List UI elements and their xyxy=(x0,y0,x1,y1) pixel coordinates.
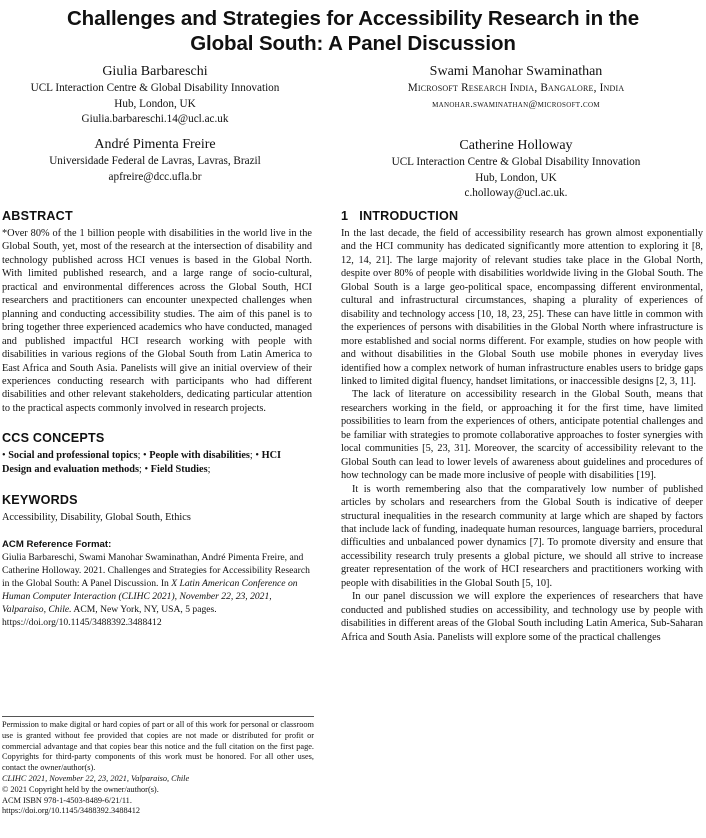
author-affiliation: Microsoft Research India, Bangalore, India xyxy=(407,82,625,94)
author-affiliation: UCL Interaction Centre & Global Disability Innovation xyxy=(30,82,280,94)
author-block-2 xyxy=(332,63,700,112)
ccs-concept-2: People with disabilities xyxy=(149,450,250,462)
ccs-separator: ; xyxy=(139,463,142,475)
author-block-1 xyxy=(0,63,310,128)
reference-venue: X Latin American Conference on Human Computer Interaction (CLIHC 2021), November 22, 23, 2021, Valparaiso, Chile. xyxy=(2,578,298,616)
author-block-4 xyxy=(332,137,700,202)
reference-pre: Giulia Barbareschi, Swami Manohar Swaminathan, André Pimenta Freire, and Catherine Holloway. 2021. Challenges and Strategies for Accessibility Research in the Global South: A Panel Discussion. In xyxy=(2,551,310,590)
keywords-heading: KEYWORDS xyxy=(2,492,78,507)
title-line-1: Challenges and Strategies for Accessibility Research in the xyxy=(66,7,640,30)
intro-paragraph-4: In our panel discussion we will explore the experiences of researchers that have conducted and published studies on accessibility, and technology use by people with disabilities in different areas of the Global South including Latin America, Sub-Saharan Africa and South Asia. Panelists will explore some of the practical challenges xyxy=(341,591,703,643)
introduction-heading: 1 INTRODUCTION xyxy=(341,209,459,223)
permission-doi[interactable]: https://doi.org/10.1145/3488392.3488412 xyxy=(2,806,141,816)
author-email: c.holloway@ucl.ac.uk. xyxy=(464,187,568,199)
ccs-concept-4: Field Studies xyxy=(150,463,208,475)
ccs-bullet: • xyxy=(143,450,147,462)
author-affiliation: Universidade Federal de Lavras, Lavras, Brazil xyxy=(49,155,261,167)
abstract-text: *Over 80% of the 1 billion people with disabilities in the world live in the Global South, yet, most of the research at the intersection of disability and technology published across HCI venues is based in the Global North. With limited published research, and a large range of socio-cultural, practical and environmental differences across the Global South, HCI researchers and practitioners can encounter unexpected challenges when planning and conducting accessibility studies. The aim of this panel is to bring together three experienced academics who have conducted, managed and published impactful HCI research working with people with disabilities in various regions of the Global South from Latin America to East Africa and South Asia. Panelists will give an initial overview of their experiences conducting research with participants who had different disabilities and other relevant stakeholders, dedicating particular attention to the practical aspects commonly involved in research projects. xyxy=(2,228,312,414)
ccs-bullet: • xyxy=(144,463,149,475)
author-affiliation-line-2: Hub, London, UK xyxy=(114,97,196,110)
paper-title xyxy=(0,6,706,56)
ccs-end: ; xyxy=(207,463,211,475)
intro-paragraph-3: It is worth remembering also that the comparatively low number of published articles by scholars and researchers from the Global South is indicative of deeper structural inequalities in the research community at large which are shaped by factors that include lack of funding, inadequate human resources, language barriers, procedural difficulties and unbalanced power dynamics [7]. To promote diversity and ensure that accessibility research truly presents a global picture, we should all strive to increase greater representation of the work of HCI researchers and practitioners working with people with disabilities in the Global South [5, 10]. xyxy=(341,483,703,589)
ccs-concepts xyxy=(2,449,312,476)
reference-text xyxy=(2,551,312,630)
reference-heading: ACM Reference Format: xyxy=(2,538,112,550)
left-column xyxy=(2,207,312,630)
author-name: Swami Manohar Swaminathan xyxy=(429,64,603,79)
permission-isbn: ACM ISBN 978-1-4503-8489-6/21/11. xyxy=(2,795,132,805)
ccs-separator: ; xyxy=(137,450,141,462)
right-column xyxy=(341,207,703,644)
permission-copyright: © 2021 Copyright held by the owner/author(s). xyxy=(2,784,159,794)
reference-post: ACM, New York, NY, USA, 5 pages. https://doi.org/10.1145/3488392.3488412 xyxy=(2,604,217,629)
author-email: Giulia.barbareschi.14@ucl.ac.uk xyxy=(81,113,229,125)
intro-paragraph-1: In the last decade, the field of accessibility research has grown almost exponentially and the HCI community has dedicated significantly more attention to exploring it [8, 12, 14, 21]. The large majority of relevant studies take place in the Global North, despite over 80% of people with disabilities worldwide living in the Global South. The Global South is a large geo-political space, encompassing different environmental, cultural and infrastructural circumstances, shaping a plurality of experiences of disability and technology access [10, 18, 23, 25]. These can have little in common with the experiences of persons with disabilities in the Global North where infrastructure is more established and social norms different. For example, studies on how people with and without disabilities in the Global South use mobile phones in everyday lives identified how a complex network of human infrastructure enables users to bridge gaps linked to limited digital fluency, handset limitations, or inaccessible designs [2, 3, 11]. xyxy=(341,228,703,387)
permission-conference: CLIHC 2021, November 22, 23, 2021, Valparaiso, Chile xyxy=(2,773,190,783)
permission-block xyxy=(2,716,314,817)
permission-text: Permission to make digital or hard copies of part or all of this work for personal or classroom use is granted without fee provided that copies are not made or distributed for profit or commercial advantage and that copies bear this notice and the full citation on the first page. Copyrights for third-party components of this work must be honored. For all other uses, contact the owner/author(s). xyxy=(2,720,314,773)
author-name: Catherine Holloway xyxy=(459,138,573,153)
author-email: manohar.swaminathan@microsoft.com xyxy=(432,98,600,110)
keywords-text: Accessibility, Disability, Global South, Ethics xyxy=(2,511,191,523)
intro-paragraph-2: The lack of literature on accessibility research in the Global South, means that researchers working in the field, or approaching it for the first time, have limited possibilities to learn from the experiences of others, anticipate potential challenges and be familiar with strategies to promote collaborative approaches to foster synergies with local communities [5, 23, 31]. Moreover, the scarcity of accessibility relevant to the Global South can lead to lower levels of awareness about guidelines and procedures of how technology can be made more inclusive of people with disabilities [19]. xyxy=(341,389,703,482)
ccs-concept-3: HCI Design and evaluation methods xyxy=(2,450,282,475)
author-affiliation: UCL Interaction Centre & Global Disability Innovation xyxy=(391,156,641,168)
author-name: Giulia Barbareschi xyxy=(102,64,208,79)
ccs-bullet: • xyxy=(255,450,259,462)
title-line-2: Global South: A Panel Discussion xyxy=(190,32,516,55)
author-name: André Pimenta Freire xyxy=(94,137,216,152)
ccs-concept-1: Social and professional topics xyxy=(8,450,138,462)
author-block-3 xyxy=(0,136,310,185)
ccs-bullet: • xyxy=(2,450,6,462)
abstract-heading: ABSTRACT xyxy=(2,209,73,223)
author-email: apfreire@dcc.ufla.br xyxy=(108,170,202,183)
ccs-heading: CCS CONCEPTS xyxy=(2,431,105,446)
ccs-separator: ; xyxy=(249,450,253,462)
author-affiliation-line-2: Hub, London, UK xyxy=(475,171,557,184)
